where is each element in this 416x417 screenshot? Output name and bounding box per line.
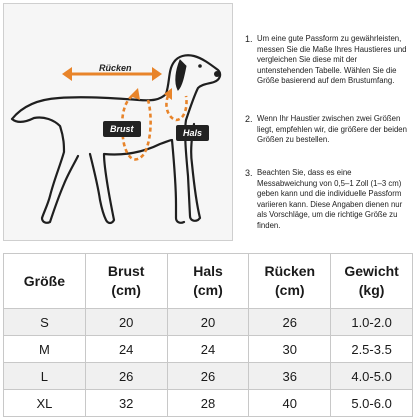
- header-line2: (kg): [358, 282, 385, 298]
- table-cell: 26: [249, 309, 331, 336]
- dog-eye: [198, 64, 202, 68]
- note-text: Wenn Ihr Haustier zwischen zwei Größen liegt, empfehlen wir, die größere der beiden Größen zu bestellen.: [257, 114, 407, 145]
- table-cell: 24: [167, 336, 249, 363]
- table-cell: 20: [85, 309, 167, 336]
- column-header-weight: [331, 254, 413, 309]
- header-line1: Hals: [193, 263, 223, 279]
- table-cell: 1.0-2.0: [331, 309, 413, 336]
- header-line2: (cm): [275, 282, 305, 298]
- table-cell: 40: [249, 390, 331, 417]
- table-cell: 26: [167, 363, 249, 390]
- table-header-row: [4, 254, 413, 309]
- table-cell: M: [4, 336, 86, 363]
- dog-measurement-illustration: [3, 3, 233, 241]
- table-row: [4, 363, 413, 390]
- table-cell: 2.5-3.5: [331, 336, 413, 363]
- neck-label: Hals: [176, 125, 209, 141]
- table-cell: 24: [85, 336, 167, 363]
- table-row: [4, 336, 413, 363]
- header-line1: Rücken: [264, 263, 316, 279]
- header-line2: (cm): [193, 282, 223, 298]
- size-chart-table: [3, 253, 413, 417]
- table-cell: 5.0-6.0: [331, 390, 413, 417]
- column-header-size: [4, 254, 86, 309]
- back-label: Rücken: [99, 63, 132, 73]
- chest-arrow-head: [130, 88, 140, 100]
- neck-measure-loop: [166, 96, 186, 120]
- header-line2: (cm): [111, 282, 141, 298]
- table-cell: 36: [249, 363, 331, 390]
- header-line1: Brust: [107, 263, 145, 279]
- table-cell: S: [4, 309, 86, 336]
- note-text: Beachten Sie, dass es eine Messabweichung von 0,5–1 Zoll (1–3 cm) geben kann und die individuelle Passform variieren kann. Diese Angaben dienen nur als Vorschläge, um die richtige Größe zu finden.: [257, 168, 403, 230]
- column-header-chest: [85, 254, 167, 309]
- table-cell: XL: [4, 390, 86, 417]
- table-cell: L: [4, 363, 86, 390]
- note-number: 1.: [245, 34, 253, 44]
- table-row: [4, 390, 413, 417]
- chest-label: Brust: [103, 121, 141, 137]
- table-cell: 28: [167, 390, 249, 417]
- note-text: Um eine gute Passform zu gewährleisten, messen Sie die Maße Ihres Haustieres und vergleichen Sie diese mit der untenstehenden Tabelle. Wählen Sie die Größe basierend auf dem Brustumfang.: [257, 34, 407, 86]
- header-line1: Gewicht: [344, 263, 399, 279]
- table-row: [4, 309, 413, 336]
- header-line1: Größe: [23, 272, 66, 289]
- table-cell: 20: [167, 309, 249, 336]
- column-header-neck: [167, 254, 249, 309]
- dog-nose: [214, 71, 220, 77]
- table-cell: 32: [85, 390, 167, 417]
- note-number: 3.: [245, 168, 253, 178]
- table-cell: 4.0-5.0: [331, 363, 413, 390]
- dog-ear: [176, 60, 186, 90]
- column-header-back: [249, 254, 331, 309]
- table-cell: 30: [249, 336, 331, 363]
- note-number: 2.: [245, 114, 253, 124]
- table-cell: 26: [85, 363, 167, 390]
